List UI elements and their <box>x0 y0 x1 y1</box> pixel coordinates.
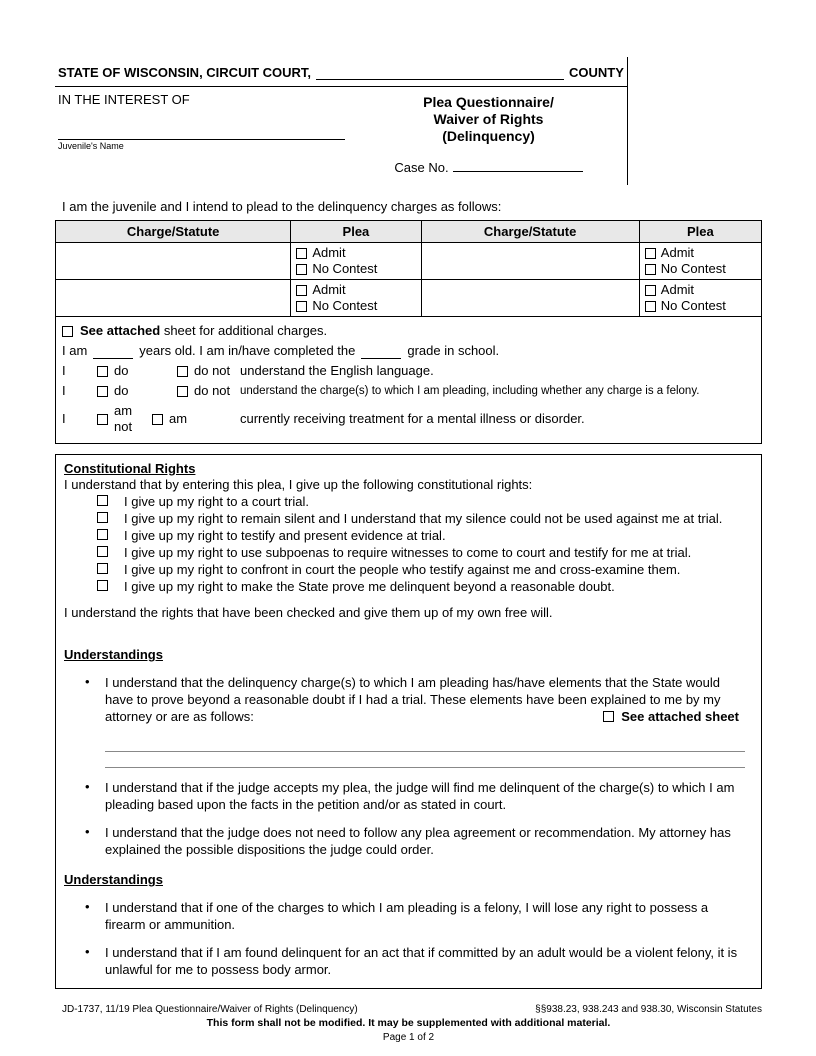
no-contest-label: No Contest <box>660 298 726 313</box>
understanding-body-armor-bullet <box>85 944 753 978</box>
plea-cell <box>639 280 761 317</box>
understanding-plea-agreement-text: I understand that the judge does not need to follow any plea agreement or recommendation. My attorney has explained the possible dispositions the judge could order. <box>105 825 731 857</box>
page-footer <box>55 1003 762 1044</box>
understanding-elements-body <box>105 674 753 725</box>
charges-table <box>55 220 762 317</box>
english-do-label: do <box>114 363 129 378</box>
footer-reference-row <box>55 1003 762 1016</box>
form-title-line1: Plea Questionnaire/ <box>423 94 554 110</box>
bullet-dot: • <box>85 674 90 689</box>
mental-statement: currently receiving treatment for a mental illness or disorder. <box>240 411 585 426</box>
no-contest-label: No Contest <box>660 261 726 276</box>
rights-and-understandings-box <box>55 454 762 989</box>
right-text: I give up my right to testify and present evidence at trial. <box>124 528 446 543</box>
admit-label: Admit <box>660 245 695 260</box>
no-contest-checkbox[interactable] <box>296 301 307 312</box>
charges-row-1 <box>56 243 762 280</box>
see-attached-sheet-option <box>603 708 739 725</box>
charges-header-row <box>56 221 762 243</box>
charges-do-not-checkbox[interactable] <box>177 386 188 397</box>
charges-details <box>55 317 762 444</box>
plea-option-admit <box>296 245 416 261</box>
elements-write-line-2[interactable] <box>105 767 745 768</box>
mental-am-not-option <box>97 403 152 435</box>
age-grade-row <box>62 343 755 359</box>
elements-write-line-1[interactable] <box>105 751 745 752</box>
in-the-interest-of-label: IN THE INTEREST OF <box>58 92 190 107</box>
mental-am-not-label: am not <box>114 403 133 434</box>
understanding-firearm-text: I understand that if one of the charges to which I am pleading is a felony, I will lose any right to possess a firearm or ammunition. <box>105 900 709 932</box>
right-checkbox[interactable] <box>97 563 108 574</box>
english-language-row <box>62 363 755 379</box>
grade-input[interactable] <box>361 346 401 359</box>
english-do-not-checkbox[interactable] <box>177 366 188 377</box>
admit-label: Admit <box>312 282 346 297</box>
plea-cell <box>291 243 421 280</box>
admit-checkbox[interactable] <box>645 285 656 296</box>
admit-label: Admit <box>312 245 346 260</box>
charge-statute-input[interactable] <box>56 243 291 280</box>
understanding-elements-bullet <box>85 674 753 725</box>
page-number: Page 1 of 2 <box>382 1032 435 1043</box>
form-title-line2: Waiver of Rights <box>433 111 544 127</box>
form-title <box>350 94 627 145</box>
right-item <box>97 561 753 578</box>
age-row-part2: years old. I am in/have completed the <box>139 343 356 358</box>
charges-do-not-label: do not <box>194 383 231 398</box>
charge-statute-input[interactable] <box>421 243 639 280</box>
mental-am-label: am <box>169 411 188 426</box>
right-text: I give up my right to a court trial. <box>124 494 309 509</box>
right-checkbox[interactable] <box>97 580 108 591</box>
bullet-dot: • <box>85 944 90 959</box>
understanding-plea-accepted-bullet <box>85 779 753 813</box>
admit-label: Admit <box>660 282 695 297</box>
charges-row-2 <box>56 280 762 317</box>
understanding-plea-accepted-text: I understand that if the judge accepts my plea, the judge will find me delinquent of the charge(s) to which I am pleading based upon the facts in the petition and/or as stated in court. <box>105 780 735 812</box>
no-contest-checkbox[interactable] <box>296 264 307 275</box>
mental-am-option <box>152 411 240 427</box>
admit-checkbox[interactable] <box>645 248 656 259</box>
form-title-line3: (Delinquency) <box>442 128 535 144</box>
caption-right <box>350 92 627 175</box>
bullet-dot: • <box>85 779 90 794</box>
mental-am-not-checkbox[interactable] <box>97 414 108 425</box>
understand-charges-row <box>62 383 755 399</box>
charges-do-checkbox[interactable] <box>97 386 108 397</box>
attached-charges-label: See attached sheet for additional charges. <box>80 323 328 338</box>
court-line-prefix: STATE OF WISCONSIN, CIRCUIT COURT, <box>58 65 312 80</box>
court-line-suffix: COUNTY <box>569 65 624 80</box>
col-header-plea-1: Plea <box>291 221 421 243</box>
right-item <box>97 578 753 595</box>
age-input[interactable] <box>93 346 133 359</box>
charge-statute-input[interactable] <box>421 280 639 317</box>
col-header-charge-statute-2: Charge/Statute <box>421 221 639 243</box>
case-number-row <box>350 159 627 175</box>
plea-cell <box>639 243 761 280</box>
court-line <box>55 57 627 87</box>
mental-am-checkbox[interactable] <box>152 414 163 425</box>
case-no-label: Case No. <box>394 160 449 175</box>
rights-intro: I understand that by entering this plea, I give up the following constitutional rights: <box>64 477 533 492</box>
understanding-plea-agreement-bullet <box>85 824 753 858</box>
english-do-not-option <box>177 363 240 379</box>
admit-checkbox[interactable] <box>296 285 307 296</box>
attached-charges-row <box>62 323 755 339</box>
charges-pronoun: I <box>62 383 66 398</box>
form-number: JD-1737, 11/19 Plea Questionnaire/Waiver of Rights (Delinquency) <box>62 1004 358 1015</box>
right-item <box>97 510 753 527</box>
right-checkbox[interactable] <box>97 512 108 523</box>
english-pronoun: I <box>62 363 66 378</box>
right-checkbox[interactable] <box>97 546 108 557</box>
english-do-option <box>97 363 177 379</box>
constitutional-rights-title: Constitutional Rights <box>64 461 196 476</box>
age-row-part3: grade in school. <box>407 343 500 358</box>
charge-statute-input[interactable] <box>56 280 291 317</box>
right-text: I give up my right to remain silent and I understand that my silence could not be used against me at trial. <box>124 511 723 526</box>
understanding-firearm-bullet <box>85 899 753 933</box>
juvenile-name-label: Juvenile's Name <box>58 141 124 151</box>
plea-option-no-contest <box>296 298 416 314</box>
plea-option-admit <box>645 245 757 261</box>
see-attached-charges-checkbox[interactable] <box>62 326 73 337</box>
understandings-title-2: Understandings <box>64 872 163 887</box>
mental-illness-row <box>62 403 755 435</box>
right-checkbox[interactable] <box>97 495 108 506</box>
no-contest-checkbox[interactable] <box>645 301 656 312</box>
caption-body <box>55 87 627 185</box>
statutes-reference: §§938.23, 938.243 and 938.30, Wisconsin Statutes <box>535 1004 762 1015</box>
right-text: I give up my right to confront in court the people who testify against me and cross-examine them. <box>124 562 681 577</box>
mental-pronoun: I <box>62 411 66 426</box>
understandings-title-1: Understandings <box>64 647 163 662</box>
charges-do-not-option <box>177 383 240 399</box>
admit-checkbox[interactable] <box>296 248 307 259</box>
col-header-plea-2: Plea <box>639 221 761 243</box>
plea-option-admit <box>645 282 757 298</box>
charges-section <box>55 220 762 444</box>
col-header-charge-statute-1: Charge/Statute <box>56 221 291 243</box>
right-item <box>97 493 753 510</box>
plea-option-no-contest <box>296 261 416 277</box>
understanding-elements-text: I understand that the delinquency charge(s) to which I am pleading has/have elements that the State would have to prove beyond a reasonable doubt if I had a trial. These elements have been explained to me by my attorney or are as follows: <box>105 675 721 724</box>
intro-statement: I am the juvenile and I intend to plead to the delinquency charges as follows: <box>62 199 502 214</box>
age-row-part1: I am <box>62 343 88 358</box>
plea-option-no-contest <box>645 298 757 314</box>
right-checkbox[interactable] <box>97 529 108 540</box>
right-item <box>97 544 753 561</box>
no-contest-label: No Contest <box>312 261 378 276</box>
charges-statement: understand the charge(s) to which I am pleading, including whether any charge is a felony. <box>240 385 700 397</box>
charges-do-label: do <box>114 383 129 398</box>
right-text: I give up my right to make the State prove me delinquent beyond a reasonable doubt. <box>124 579 615 594</box>
no-contest-checkbox[interactable] <box>645 264 656 275</box>
plea-option-no-contest <box>645 261 757 277</box>
understanding-body-armor-text: I understand that if I am found delinquent for an act that if committed by an adult would be a violent felony, it is unlawful for me to possess body armor. <box>105 945 738 977</box>
rights-outro: I understand the rights that have been checked and give them up of my own free will. <box>64 605 553 620</box>
right-item <box>97 527 753 544</box>
english-do-checkbox[interactable] <box>97 366 108 377</box>
no-contest-label: No Contest <box>312 298 378 313</box>
modification-notice: This form shall not be modified. It may be supplemented with additional material. <box>206 1017 611 1029</box>
case-no-input[interactable] <box>453 159 583 172</box>
see-attached-sheet-label: See attached sheet <box>621 709 739 724</box>
caption-left <box>58 92 350 175</box>
bullet-dot: • <box>85 824 90 839</box>
see-attached-sheet-checkbox[interactable] <box>603 711 614 722</box>
english-do-not-label: do not <box>194 363 231 378</box>
case-caption <box>55 57 628 185</box>
county-input[interactable] <box>316 67 564 80</box>
english-statement: understand the English language. <box>240 363 434 378</box>
juvenile-name-input[interactable] <box>58 139 345 140</box>
bullet-dot: • <box>85 899 90 914</box>
right-text: I give up my right to use subpoenas to require witnesses to come to court and testify for me at trial. <box>124 545 692 560</box>
plea-option-admit <box>296 282 416 298</box>
charges-do-option <box>97 383 177 399</box>
plea-cell <box>291 280 421 317</box>
